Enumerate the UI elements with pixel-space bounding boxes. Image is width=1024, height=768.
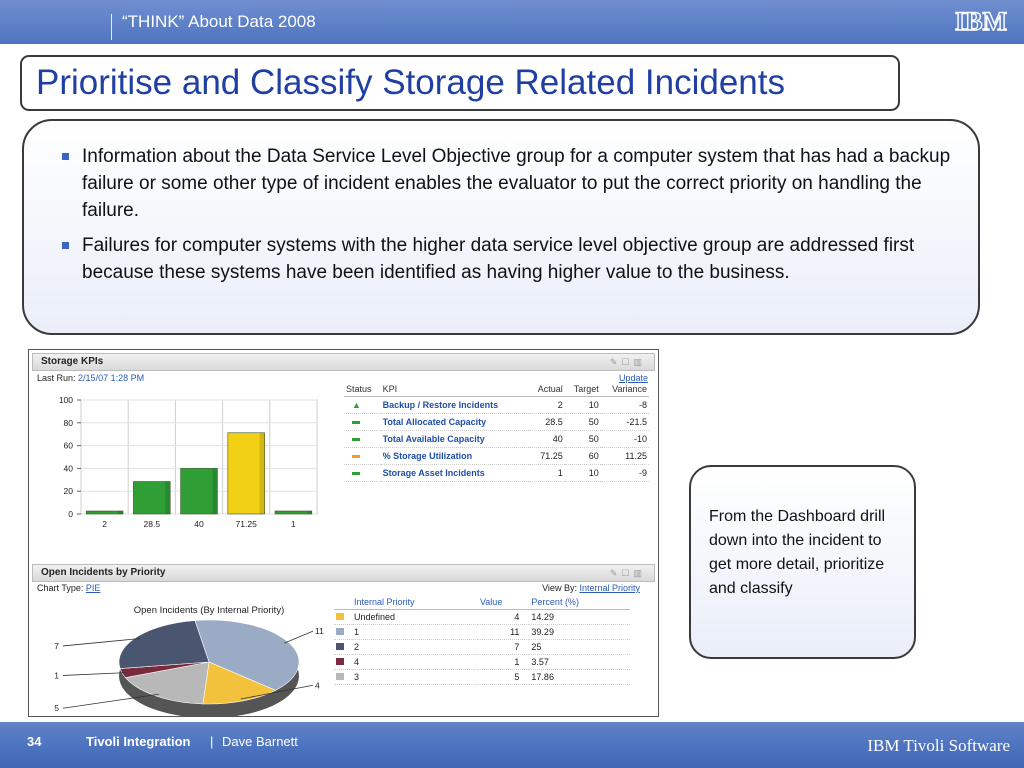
status-ok-icon <box>344 431 381 448</box>
priority-name: 3 <box>352 670 478 685</box>
panel-icons <box>610 357 646 368</box>
panel-icons <box>610 568 646 579</box>
legend-swatch <box>334 625 352 640</box>
callout-text: From the Dashboard drill down into the incident to get more detail, prioritize and classify <box>709 508 886 597</box>
legend-swatch <box>334 640 352 655</box>
kpi-actual: 28.5 <box>529 414 565 431</box>
content-box <box>22 119 980 335</box>
kpi-variance: -8 <box>601 397 649 414</box>
col-swatch <box>334 595 352 610</box>
y-tick-label: 100 <box>58 395 73 405</box>
table-row[interactable] <box>344 465 649 482</box>
pie-label: 11 <box>315 626 324 637</box>
table-row[interactable] <box>344 448 649 465</box>
table-row[interactable] <box>334 655 630 670</box>
kpi-target: 60 <box>565 448 601 465</box>
footer-brand: IBM Tivoli Software <box>867 736 1010 755</box>
x-tick-label: 1 <box>291 519 296 529</box>
pie-slice[interactable] <box>119 621 209 669</box>
conference-title: “THINK” About Data 2008 <box>122 12 316 31</box>
bullet-text: Failures for computer systems with the higher data service level objective group are addressed first because these systems have been identified as having higher value to the business. <box>82 235 915 283</box>
priority-value: 5 <box>478 670 529 685</box>
kpi-target: 10 <box>565 465 601 482</box>
open-incidents-title: Open Incidents by Priority <box>41 567 166 578</box>
table-row[interactable] <box>334 625 630 640</box>
kpi-table <box>344 382 649 482</box>
priority-value: 1 <box>478 655 529 670</box>
y-tick-label: 0 <box>68 509 73 519</box>
col-target: Target <box>565 382 601 397</box>
incidents-table-body <box>334 610 630 685</box>
y-tick-label: 80 <box>63 417 73 428</box>
last-run-value: 2/15/07 1:28 PM <box>78 373 145 383</box>
last-run-label: Last Run: <box>37 373 76 383</box>
bar[interactable] <box>181 468 218 514</box>
kpi-target: 50 <box>565 414 601 431</box>
kpi-table-header <box>344 382 649 397</box>
footer-event: Tivoli Integration <box>86 734 191 749</box>
ibm-logo-text: IBM <box>955 7 1007 36</box>
top-banner <box>0 0 1024 44</box>
kpi-name[interactable]: Total Allocated Capacity <box>381 414 529 431</box>
update-link[interactable]: Update <box>618 373 648 383</box>
bar[interactable] <box>133 482 170 514</box>
pie-label: 7 <box>54 640 59 651</box>
maximize-icon[interactable]: ☐ <box>621 568 634 578</box>
table-row[interactable] <box>344 414 649 431</box>
page-title: Prioritise and Classify Storage Related Incidents <box>36 63 785 102</box>
table-row[interactable] <box>344 431 649 448</box>
view-by-row <box>542 583 640 593</box>
pie-leader-line <box>284 631 313 643</box>
chart-type-label: Chart Type: <box>37 583 84 593</box>
status-ok-icon <box>344 465 381 482</box>
footer-bar <box>0 722 1024 768</box>
x-tick-label: 28.5 <box>143 519 161 529</box>
pie-label: 1 <box>54 670 59 681</box>
bullet-text: Information about the Data Service Level Objective group for a computer system that has had a backup failure or some other type of incident enables the evaluator to put the correct priority on handling the failure. <box>82 146 951 221</box>
legend-swatch <box>334 655 352 670</box>
priority-percent: 14.29 <box>529 610 630 625</box>
priority-percent: 25 <box>529 640 630 655</box>
delete-icon[interactable]: ▥ <box>633 568 646 578</box>
view-by-label: View By: <box>542 583 577 593</box>
maximize-icon[interactable]: ☐ <box>621 357 634 367</box>
status-ok-icon <box>344 414 381 431</box>
col-internal-priority: Internal Priority <box>352 595 478 610</box>
table-row[interactable] <box>334 640 630 655</box>
bullet-item <box>62 143 962 224</box>
bar-shade <box>260 433 265 514</box>
status-warn-icon <box>344 448 381 465</box>
kpi-name[interactable]: Storage Asset Incidents <box>381 465 529 482</box>
priority-value: 4 <box>478 610 529 625</box>
bullet-list <box>62 143 962 294</box>
last-run-row <box>37 373 144 383</box>
bar[interactable] <box>228 433 265 514</box>
delete-icon[interactable]: ▥ <box>633 357 646 367</box>
open-incidents-header <box>32 564 655 582</box>
banner-divider <box>111 14 112 40</box>
kpi-variance: 11.25 <box>601 448 649 465</box>
bar-shade <box>307 511 312 514</box>
open-incidents-pie-chart <box>29 600 329 717</box>
footer-separator: | <box>210 734 214 749</box>
callout-box <box>689 465 916 659</box>
priority-value: 11 <box>478 625 529 640</box>
col-percent: Percent (%) <box>529 595 630 610</box>
priority-percent: 39.29 <box>529 625 630 640</box>
kpi-name[interactable]: Backup / Restore Incidents <box>381 397 529 414</box>
table-row[interactable] <box>344 397 649 414</box>
kpi-actual: 40 <box>529 431 565 448</box>
x-tick-label: 2 <box>102 519 107 529</box>
table-row[interactable] <box>334 610 630 625</box>
kpi-actual: 1 <box>529 465 565 482</box>
pie-label: 4 <box>315 680 320 691</box>
y-tick-label: 60 <box>63 440 73 451</box>
x-tick-label: 40 <box>194 519 204 529</box>
bar-shade <box>165 482 170 514</box>
footer-author: Dave Barnett <box>222 734 298 749</box>
ibm-logo <box>946 6 1016 36</box>
bar[interactable] <box>275 511 312 514</box>
bullet-square-icon <box>62 242 69 249</box>
table-row[interactable] <box>334 670 630 685</box>
bar[interactable] <box>86 511 123 514</box>
kpi-target: 10 <box>565 397 601 414</box>
kpi-name[interactable]: Total Available Capacity <box>381 431 529 448</box>
chart-type-link[interactable]: PIE <box>85 583 101 593</box>
incidents-table-header <box>334 595 630 610</box>
edit-icon[interactable]: ✎ <box>609 357 622 367</box>
col-value: Value <box>478 595 529 610</box>
bullet-item <box>62 232 962 286</box>
storage-kpis-header <box>32 353 655 371</box>
edit-icon[interactable]: ✎ <box>609 568 622 578</box>
kpi-variance: -9 <box>601 465 649 482</box>
kpi-target: 50 <box>565 431 601 448</box>
priority-percent: 3.57 <box>529 655 630 670</box>
storage-kpi-bar-chart <box>37 388 327 538</box>
priority-name: Undefined <box>352 610 478 625</box>
priority-name: 4 <box>352 655 478 670</box>
storage-kpis-title: Storage KPIs <box>41 356 104 367</box>
col-status: Status <box>344 382 381 397</box>
page-number: 34 <box>27 734 42 749</box>
x-tick-label: 71.25 <box>235 519 257 529</box>
pie-leader-line <box>63 673 127 676</box>
kpi-variance: -10 <box>601 431 649 448</box>
priority-value: 7 <box>478 640 529 655</box>
chart-type-row <box>37 583 100 593</box>
bar-shade <box>212 468 217 514</box>
view-by-link[interactable]: Internal Priority <box>579 583 640 593</box>
bullet-square-icon <box>62 153 69 160</box>
incidents-table <box>334 595 630 685</box>
y-tick-label: 20 <box>63 486 73 497</box>
kpi-name[interactable]: % Storage Utilization <box>381 448 529 465</box>
status-up-icon: ▲ <box>344 397 381 414</box>
y-tick-label: 40 <box>63 463 73 474</box>
priority-name: 1 <box>352 625 478 640</box>
pie-title: Open Incidents (By Internal Priority) <box>133 605 285 616</box>
legend-swatch <box>334 670 352 685</box>
priority-percent: 17.86 <box>529 670 630 685</box>
col-kpi: KPI <box>381 382 529 397</box>
title-box <box>20 55 900 111</box>
bar-shade <box>118 511 123 514</box>
col-actual: Actual <box>529 382 565 397</box>
legend-swatch <box>334 610 352 625</box>
kpi-variance: -21.5 <box>601 414 649 431</box>
kpi-actual: 71.25 <box>529 448 565 465</box>
col-variance: Variance <box>601 382 649 397</box>
pie-label: 5 <box>54 703 59 714</box>
priority-name: 2 <box>352 640 478 655</box>
kpi-actual: 2 <box>529 397 565 414</box>
dashboard-screenshot <box>28 349 659 717</box>
